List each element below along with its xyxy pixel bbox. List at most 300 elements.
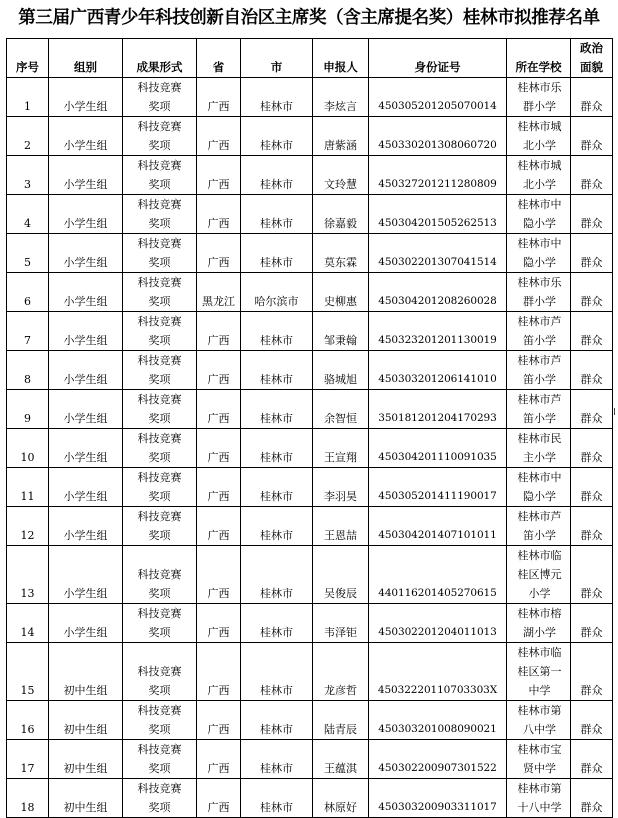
cell-province-cell <box>197 643 241 701</box>
cell-name: 余智恒 <box>324 412 357 425</box>
cell-politics-cell <box>571 429 613 468</box>
cell-school: 桂林市芦笛小学 <box>517 510 562 542</box>
cell-name: 王蕴淇 <box>324 762 357 775</box>
cell-group-cell <box>49 429 123 468</box>
cell-school-cell <box>507 234 571 273</box>
cell-province-cell <box>197 740 241 779</box>
cell-school: 桂林市临桂区博元小学 <box>517 549 562 600</box>
cell-school: 桂林市榕湖小学 <box>517 607 562 639</box>
cell-form-cell <box>123 117 197 156</box>
cell-politics-cell <box>571 273 613 312</box>
cell-form-cell <box>123 468 197 507</box>
cell-province-cell <box>197 468 241 507</box>
cell-province: 广西 <box>207 684 230 697</box>
cell-id-number: 440116201405270615 <box>378 587 497 599</box>
cell-no-cell <box>7 117 49 156</box>
cell-politics: 群众 <box>580 100 603 113</box>
cell-no: 8 <box>24 373 31 386</box>
cell-province: 广西 <box>207 334 230 347</box>
table-header-row <box>7 39 613 78</box>
cell-group-cell <box>49 643 123 701</box>
table-row <box>7 156 613 195</box>
cell-province-cell <box>197 507 241 546</box>
cell-name: 李炫言 <box>324 100 357 113</box>
cell-no-cell <box>7 507 49 546</box>
table-row <box>7 468 613 507</box>
table-row <box>7 234 613 273</box>
cell-form-cell <box>123 507 197 546</box>
cell-id-number-cell <box>369 740 507 779</box>
header-politics-label: 政治面貌 <box>580 41 603 74</box>
cell-id-number-cell <box>369 701 507 740</box>
cell-id-number-cell <box>369 604 507 643</box>
cell-province: 广西 <box>207 529 230 542</box>
cell-province: 广西 <box>207 217 230 230</box>
cell-politics-cell <box>571 546 613 604</box>
cell-politics: 群众 <box>580 451 603 464</box>
table-row <box>7 604 613 643</box>
cell-school-cell <box>507 195 571 234</box>
cell-politics-cell <box>571 156 613 195</box>
cell-school-cell <box>507 701 571 740</box>
cell-politics: 群众 <box>580 801 603 814</box>
table-row <box>7 195 613 234</box>
cell-city: 桂林市 <box>260 178 293 191</box>
cell-id-number-cell <box>369 546 507 604</box>
cell-politics: 群众 <box>580 139 603 152</box>
cell-group: 小学生组 <box>63 178 108 191</box>
cell-no-cell <box>7 390 49 429</box>
cell-politics: 群众 <box>580 178 603 191</box>
cell-city: 桂林市 <box>260 139 293 152</box>
cell-school-cell <box>507 740 571 779</box>
cell-no: 18 <box>20 801 35 814</box>
cell-city-cell <box>241 604 313 643</box>
cell-school: 桂林市宝贤中学 <box>517 743 562 775</box>
cell-name: 莫东霖 <box>324 256 357 269</box>
table-row <box>7 701 613 740</box>
cell-province: 黑龙江 <box>202 295 235 308</box>
cell-politics-cell <box>571 740 613 779</box>
cell-politics-cell <box>571 117 613 156</box>
cell-politics-cell <box>571 701 613 740</box>
header-city: 市 <box>241 39 313 78</box>
cell-name-cell <box>313 546 369 604</box>
cell-politics-cell <box>571 643 613 701</box>
cell-province-cell <box>197 604 241 643</box>
cell-politics: 群众 <box>580 587 603 600</box>
cell-no-cell <box>7 429 49 468</box>
cell-form: 科技竞赛奖项 <box>137 432 182 464</box>
cell-group-cell <box>49 156 123 195</box>
cell-province-cell <box>197 156 241 195</box>
document-title: 第三届广西青少年科技创新自治区主席奖（含主席提名奖）桂林市拟推荐名单 <box>18 8 600 28</box>
cell-form: 科技竞赛奖项 <box>137 607 182 639</box>
table-row <box>7 429 613 468</box>
cell-form: 科技竞赛奖项 <box>137 276 182 308</box>
cell-name-cell <box>313 156 369 195</box>
cell-id-number: 45032220110703303X <box>377 684 498 696</box>
cell-politics-cell <box>571 468 613 507</box>
cell-politics: 群众 <box>580 256 603 269</box>
cell-form-cell <box>123 156 197 195</box>
cell-city: 桂林市 <box>260 412 293 425</box>
cell-politics-cell <box>571 195 613 234</box>
cell-name: 龙彦哲 <box>324 684 357 697</box>
table-row <box>7 643 613 701</box>
header-school: 所在学校 <box>507 39 571 78</box>
cell-city: 桂林市 <box>260 100 293 113</box>
table-row <box>7 779 613 818</box>
table-row <box>7 117 613 156</box>
cell-group-cell <box>49 507 123 546</box>
cell-no: 15 <box>20 684 35 697</box>
cell-group: 初中生组 <box>63 801 108 814</box>
cell-group: 小学生组 <box>63 490 108 503</box>
cell-id-number-cell <box>369 429 507 468</box>
cell-form: 科技竞赛奖项 <box>137 120 182 152</box>
cell-city-cell <box>241 740 313 779</box>
cell-group-cell <box>49 468 123 507</box>
table-row <box>7 273 613 312</box>
cell-name-cell <box>313 390 369 429</box>
cell-province-cell <box>197 117 241 156</box>
cell-politics-cell <box>571 604 613 643</box>
cell-name: 邹秉翰 <box>324 334 357 347</box>
cell-no: 9 <box>24 412 31 425</box>
cell-school: 桂林市临桂区第一中学 <box>517 646 562 697</box>
cell-province: 广西 <box>207 587 230 600</box>
cell-city-cell <box>241 546 313 604</box>
cell-name: 林原好 <box>324 801 357 814</box>
cell-province: 广西 <box>207 801 230 814</box>
cell-no: 6 <box>24 295 31 308</box>
table-row <box>7 546 613 604</box>
cell-school: 桂林市中隐小学 <box>517 471 562 503</box>
cell-id-number: 450304201110091035 <box>378 451 497 463</box>
cell-province: 广西 <box>207 178 230 191</box>
cell-school-cell <box>507 546 571 604</box>
cell-politics: 群众 <box>580 490 603 503</box>
cell-school: 桂林市第十八中学 <box>517 782 562 814</box>
cell-politics: 群众 <box>580 762 603 775</box>
cell-politics: 群众 <box>580 334 603 347</box>
cell-school-cell <box>507 390 571 429</box>
cell-city-cell <box>241 273 313 312</box>
cell-politics: 群众 <box>580 295 603 308</box>
cell-city: 哈尔滨市 <box>254 295 299 308</box>
cell-school: 桂林市乐群小学 <box>517 276 562 308</box>
cell-politics: 群众 <box>580 684 603 697</box>
cell-name-cell <box>313 507 369 546</box>
cell-city-cell <box>241 195 313 234</box>
cell-group-cell <box>49 604 123 643</box>
cell-form-cell <box>123 234 197 273</box>
cell-city: 桂林市 <box>260 587 293 600</box>
table-row <box>7 78 613 117</box>
cell-city: 桂林市 <box>260 762 293 775</box>
cell-id-number-cell <box>369 78 507 117</box>
cell-group-cell <box>49 701 123 740</box>
cell-group: 小学生组 <box>63 100 108 113</box>
cell-form: 科技竞赛奖项 <box>137 159 182 191</box>
cell-group: 初中生组 <box>63 684 108 697</box>
cell-city-cell <box>241 701 313 740</box>
cell-city-cell <box>241 643 313 701</box>
cell-group-cell <box>49 779 123 818</box>
cell-id-number-cell <box>369 779 507 818</box>
cell-school-cell <box>507 507 571 546</box>
header-group: 组别 <box>49 39 123 78</box>
cell-id-number: 450330201308060720 <box>378 139 497 151</box>
cell-name: 徐嘉毅 <box>324 217 357 230</box>
cell-politics-cell <box>571 779 613 818</box>
cell-name-cell <box>313 78 369 117</box>
cell-province-cell <box>197 234 241 273</box>
cell-name-cell <box>313 234 369 273</box>
cell-form-cell <box>123 546 197 604</box>
cell-province-cell <box>197 312 241 351</box>
cell-province: 广西 <box>207 256 230 269</box>
cell-name: 骆城旭 <box>324 373 357 386</box>
cell-no-cell <box>7 78 49 117</box>
cell-province-cell <box>197 701 241 740</box>
cell-form-cell <box>123 195 197 234</box>
cell-province: 广西 <box>207 412 230 425</box>
cell-name-cell <box>313 468 369 507</box>
cell-form: 科技竞赛奖项 <box>137 510 182 542</box>
cell-school: 桂林市第八中学 <box>517 704 562 736</box>
cell-id-number-cell <box>369 351 507 390</box>
cell-id-number: 450323201201130019 <box>378 334 497 346</box>
cell-form-cell <box>123 312 197 351</box>
cell-id-number: 450303201008090021 <box>378 723 497 735</box>
cell-province: 广西 <box>207 490 230 503</box>
cell-id-number-cell <box>369 643 507 701</box>
cell-province: 广西 <box>207 139 230 152</box>
cell-form-cell <box>123 351 197 390</box>
cell-form-cell <box>123 604 197 643</box>
cell-name: 李羽昊 <box>324 490 357 503</box>
cell-politics: 群众 <box>580 217 603 230</box>
cell-school-cell <box>507 429 571 468</box>
cell-group: 小学生组 <box>63 217 108 230</box>
cell-school-cell <box>507 643 571 701</box>
table-row <box>7 312 613 351</box>
cell-province: 广西 <box>207 723 230 736</box>
cell-politics-cell <box>571 507 613 546</box>
cell-id-number: 450305201205070014 <box>378 100 497 112</box>
cell-name: 陆青辰 <box>324 723 357 736</box>
cell-id-number: 450303201206141010 <box>378 373 497 385</box>
cell-id-number: 450302201204011013 <box>378 626 497 638</box>
cell-school: 桂林市芦笛小学 <box>517 393 562 425</box>
cell-province-cell <box>197 779 241 818</box>
table-row <box>7 507 613 546</box>
cell-no: 4 <box>24 217 31 230</box>
cell-city-cell <box>241 117 313 156</box>
cell-id-number: 450303200903311017 <box>378 801 497 813</box>
cell-form-cell <box>123 390 197 429</box>
cell-city: 桂林市 <box>260 684 293 697</box>
cell-school-cell <box>507 779 571 818</box>
cell-politics: 群众 <box>580 626 603 639</box>
cell-city-cell <box>241 156 313 195</box>
cell-city-cell <box>241 234 313 273</box>
cell-school: 桂林市芦笛小学 <box>517 315 562 347</box>
cell-group-cell <box>49 195 123 234</box>
cell-city-cell <box>241 312 313 351</box>
cell-city: 桂林市 <box>260 217 293 230</box>
cell-no-cell <box>7 546 49 604</box>
cell-form-cell <box>123 78 197 117</box>
cell-school: 桂林市城北小学 <box>517 159 562 191</box>
cell-school-cell <box>507 156 571 195</box>
cell-name-cell <box>313 701 369 740</box>
cell-group-cell <box>49 234 123 273</box>
cell-school-cell <box>507 351 571 390</box>
page-edge-marker <box>614 408 618 415</box>
cell-no-cell <box>7 643 49 701</box>
cell-name-cell <box>313 273 369 312</box>
cell-id-number: 450302200907301522 <box>378 762 497 774</box>
cell-no: 7 <box>24 334 31 347</box>
cell-form: 科技竞赛奖项 <box>137 393 182 425</box>
cell-name: 唐紫涵 <box>324 139 357 152</box>
cell-group: 初中生组 <box>63 762 108 775</box>
cell-id-number-cell <box>369 507 507 546</box>
cell-form-cell <box>123 429 197 468</box>
cell-group: 小学生组 <box>63 587 108 600</box>
cell-city-cell <box>241 429 313 468</box>
cell-name-cell <box>313 429 369 468</box>
table-row <box>7 390 613 429</box>
cell-form-cell <box>123 273 197 312</box>
cell-name-cell <box>313 312 369 351</box>
cell-form-cell <box>123 701 197 740</box>
cell-id-number-cell <box>369 117 507 156</box>
cell-politics-cell <box>571 351 613 390</box>
cell-name: 史柳惠 <box>324 295 357 308</box>
cell-school: 桂林市民主小学 <box>517 432 562 464</box>
cell-city: 桂林市 <box>260 626 293 639</box>
cell-province: 广西 <box>207 100 230 113</box>
cell-province-cell <box>197 351 241 390</box>
cell-id-number-cell <box>369 156 507 195</box>
cell-school-cell <box>507 117 571 156</box>
cell-no: 1 <box>24 100 31 113</box>
cell-id-number: 450304201407101011 <box>378 529 497 541</box>
cell-province: 广西 <box>207 762 230 775</box>
cell-city-cell <box>241 390 313 429</box>
cell-politics: 群众 <box>580 529 603 542</box>
cell-province-cell <box>197 546 241 604</box>
cell-politics-cell <box>571 312 613 351</box>
cell-school: 桂林市乐群小学 <box>517 81 562 113</box>
cell-city-cell <box>241 468 313 507</box>
header-province: 省 <box>197 39 241 78</box>
cell-name-cell <box>313 351 369 390</box>
cell-no-cell <box>7 195 49 234</box>
cell-school: 桂林市中隐小学 <box>517 198 562 230</box>
cell-no-cell <box>7 351 49 390</box>
cell-name-cell <box>313 195 369 234</box>
cell-group-cell <box>49 390 123 429</box>
cell-city: 桂林市 <box>260 490 293 503</box>
cell-no-cell <box>7 273 49 312</box>
cell-group-cell <box>49 740 123 779</box>
cell-id-number: 450327201211280809 <box>378 178 497 190</box>
cell-form: 科技竞赛奖项 <box>137 743 182 775</box>
cell-form: 科技竞赛奖项 <box>137 782 182 814</box>
cell-city-cell <box>241 507 313 546</box>
cell-province-cell <box>197 390 241 429</box>
cell-politics: 群众 <box>580 412 603 425</box>
cell-no: 2 <box>24 139 31 152</box>
cell-group-cell <box>49 117 123 156</box>
cell-school-cell <box>507 468 571 507</box>
header-id-number: 身份证号 <box>369 39 507 78</box>
cell-no: 16 <box>20 723 35 736</box>
cell-id-number-cell <box>369 468 507 507</box>
cell-no-cell <box>7 740 49 779</box>
cell-id-number-cell <box>369 273 507 312</box>
cell-id-number-cell <box>369 195 507 234</box>
cell-school: 桂林市芦笛小学 <box>517 354 562 386</box>
cell-school-cell <box>507 604 571 643</box>
cell-no: 12 <box>20 529 35 542</box>
cell-group: 小学生组 <box>63 626 108 639</box>
cell-no-cell <box>7 312 49 351</box>
cell-group-cell <box>49 546 123 604</box>
cell-form: 科技竞赛奖项 <box>137 568 182 600</box>
cell-politics: 群众 <box>580 723 603 736</box>
cell-province-cell <box>197 78 241 117</box>
cell-id-number: 450302201307041514 <box>378 256 497 268</box>
cell-name: 吴俊辰 <box>324 587 357 600</box>
cell-city: 桂林市 <box>260 529 293 542</box>
cell-form: 科技竞赛奖项 <box>137 471 182 503</box>
header-form: 成果形式 <box>123 39 197 78</box>
cell-no-cell <box>7 604 49 643</box>
cell-group: 小学生组 <box>63 412 108 425</box>
cell-city-cell <box>241 779 313 818</box>
cell-group: 小学生组 <box>63 256 108 269</box>
cell-form: 科技竞赛奖项 <box>137 665 182 697</box>
cell-group-cell <box>49 312 123 351</box>
cell-group: 小学生组 <box>63 373 108 386</box>
cell-group-cell <box>49 78 123 117</box>
nominee-table <box>6 38 613 818</box>
cell-name-cell <box>313 779 369 818</box>
cell-name: 王恩喆 <box>324 529 357 542</box>
cell-no: 13 <box>20 587 35 600</box>
cell-city-cell <box>241 351 313 390</box>
table-row <box>7 351 613 390</box>
cell-school-cell <box>507 273 571 312</box>
cell-form-cell <box>123 779 197 818</box>
cell-politics-cell <box>571 78 613 117</box>
cell-province: 广西 <box>207 451 230 464</box>
cell-name: 韦泽钜 <box>324 626 357 639</box>
cell-politics-cell <box>571 390 613 429</box>
cell-group: 小学生组 <box>63 334 108 347</box>
cell-no: 11 <box>20 490 35 503</box>
cell-id-number-cell <box>369 390 507 429</box>
cell-form: 科技竞赛奖项 <box>137 354 182 386</box>
cell-no: 5 <box>24 256 31 269</box>
cell-form: 科技竞赛奖项 <box>137 81 182 113</box>
